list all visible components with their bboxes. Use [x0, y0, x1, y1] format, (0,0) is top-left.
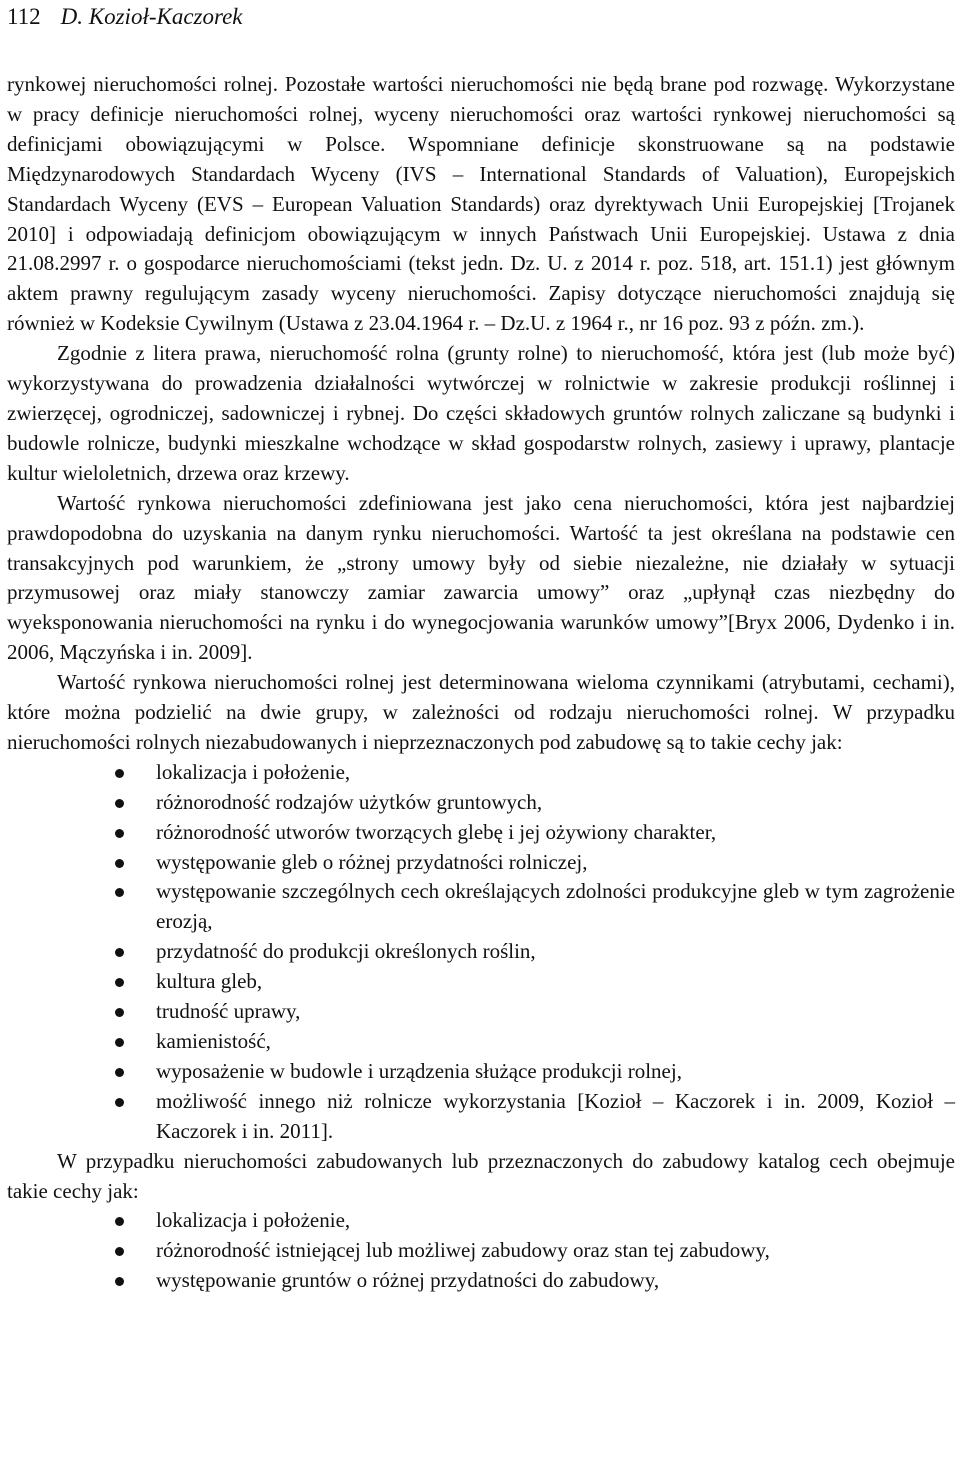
bullet-icon: [115, 1038, 124, 1047]
list-item-text: trudność uprawy,: [156, 999, 301, 1024]
list-item-text: kamienistość,: [156, 1029, 271, 1053]
bullet-icon: [115, 888, 124, 897]
list-item-text: możliwość innego niż rolnicze wykorzystania [Kozioł – Kaczorek i in. 2009, Kozioł – Kaczorek i in. 2011].: [156, 1088, 955, 1143]
list-item: [7, 937, 955, 967]
undeveloped-property-features-list: [7, 758, 955, 1147]
bullet-icon: [115, 1277, 124, 1286]
running-header: [7, 2, 243, 32]
paragraph-valuation-definitions: rynkowej nieruchomości rolnej. Pozostałe wartości nieruchomości nie będą brane pod rozwagę. Wykorzystane w pracy definicje nieruchomości rolnej, wyceny nieruchomości oraz wartości rynkowej nieruchomości są definicjami obowiązującymi w Polsce. Wspomniane definicje skonstruowane są na podstawie Międzynarodowych Standardach Wyceny (IVS – International Standards of Valuation), Europejskich Standardach Wyceny (EVS – European Valuation Standards) oraz dyrektywach Unii Europejskiej [Trojanek 2010] i odpowiadają definicjom obowiązującym w innych Państwach Unii Europejskiej. Ustawa z dnia 21.08.2997 r. o gospodarce nieruchomościami (tekst jedn. Dz. U. z 2014 r. poz. 518, art. 151.1) jest głównym aktem prawny regulującym zasady wyceny nieruchomości. Zapisy dotyczące nieruchomości znajdują się również w Kodeksie Cywilnym (Ustawa z 23.04.1964 r. – Dz.U. z 1964 r., nr 16 poz. 93 z późn. zm.).: [7, 72, 955, 336]
paragraph-developed-property-intro: W przypadku nieruchomości zabudowanych lub przeznaczonych do zabudowy katalog cech obejmuje takie cechy jak:: [7, 1148, 955, 1203]
list-item: [7, 1236, 955, 1266]
bullet-icon: [115, 799, 124, 808]
list-item: [7, 758, 955, 788]
bullet-icon: [115, 978, 124, 987]
list-item-text: występowanie gruntów o różnej przydatności do zabudowy,: [156, 1268, 660, 1293]
list-item-text: różnorodność istniejącej lub możliwej zabudowy oraz stan tej zabudowy,: [156, 1238, 770, 1263]
list-item: [7, 877, 955, 937]
body-text: [7, 70, 955, 1296]
list-item: [7, 997, 955, 1027]
list-item: [7, 1206, 955, 1236]
page-number: 112: [7, 4, 41, 29]
list-item: [7, 1057, 955, 1087]
list-item: [7, 818, 955, 848]
bullet-icon: [115, 1008, 124, 1017]
bullet-icon: [115, 769, 124, 778]
developed-property-features-list: [7, 1206, 955, 1296]
list-item-text: lokalizacja i położenie,: [156, 1208, 351, 1233]
running-head-author: D. Kozioł-Kaczorek: [60, 4, 243, 29]
list-item-text: przydatność do produkcji określonych roślin,: [156, 939, 536, 964]
list-item: [7, 967, 955, 997]
list-item: [7, 788, 955, 818]
bullet-icon: [115, 1068, 124, 1077]
list-item-text: występowanie szczególnych cech określających zdolności produkcyjne gleb w tym zagrożenie erozją,: [156, 879, 955, 934]
list-item-text: różnorodność rodzajów użytków gruntowych,: [156, 789, 543, 814]
paragraph-agricultural-property-legal-definition: Zgodnie z litera prawa, nieruchomość rolna (grunty rolne) to nieruchomość, która jest (lub może być) wykorzystywana do prowadzenia działalności wytwórczej w rolnictwie w zakresie produkcji roślinnej i zwierzęcej, ogrodniczej, sadowniczej i rybnej. Do części składowych gruntów rolnych zaliczane są budynki i budowle rolnicze, budynki mieszkalne wchodzące w skład gospodarstw rolnych, zasiewy i uprawy, plantacje kultur wieloletnich, drzewa oraz krzewy.: [7, 341, 955, 485]
list-item-text: różnorodność utworów tworzących glebę i jej ożywiony charakter,: [156, 819, 717, 844]
bullet-icon: [115, 859, 124, 868]
list-item: [7, 848, 955, 878]
list-item-text: występowanie gleb o różnej przydatności rolniczej,: [156, 849, 588, 874]
bullet-icon: [115, 1247, 124, 1256]
list-item: [7, 1027, 955, 1057]
list-item: [7, 1087, 955, 1147]
bullet-icon: [115, 829, 124, 838]
bullet-icon: [115, 1217, 124, 1226]
list-item-text: lokalizacja i położenie,: [156, 759, 351, 784]
bullet-icon: [115, 948, 124, 957]
paragraph-value-determinants: Wartość rynkowa nieruchomości rolnej jest determinowana wieloma czynnikami (atrybutami, cechami), które można podzielić na dwie grupy, w zależności od rodzaju nieruchomości rolnej. W przypadku nieruchomości rolnych niezabudowanych i nieprzeznaczonych pod zabudowę są to takie cechy jak:: [7, 670, 955, 754]
list-item: [7, 1266, 955, 1296]
list-item-text: kultura gleb,: [156, 969, 263, 994]
paragraph-market-value-definition: Wartość rynkowa nieruchomości zdefiniowana jest jako cena nieruchomości, która jest najbardziej prawdopodobna do uzyskania na danym rynku nieruchomości. Wartość ta jest określana na podstawie cen transakcyjnych pod warunkiem, że „strony umowy były od siebie niezależne, nie działały w sytuacji przymusowej oraz miały stanowczy zamiar zawarcia umowy” oraz „upłynął czas niezbędny do wyeksponowania nieruchomości na rynku i do wynegocjowania warunków umowy”[Bryx 2006, Dydenko i in. 2006, Mączyńska i in. 2009].: [7, 490, 955, 665]
bullet-icon: [115, 1098, 124, 1107]
list-item-text: wyposażenie w budowle i urządzenia służące produkcji rolnej,: [156, 1058, 682, 1083]
